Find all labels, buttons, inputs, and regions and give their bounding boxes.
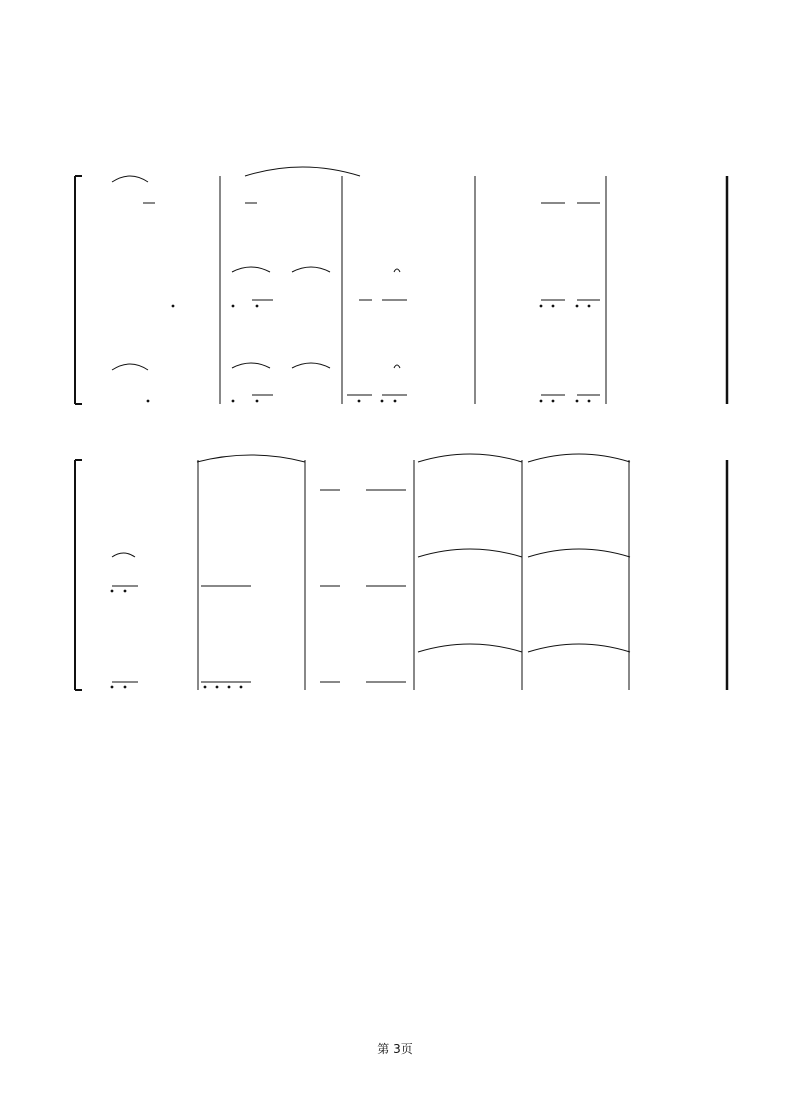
page-number: 第 3页 (377, 1042, 413, 1056)
slur-arc (112, 176, 148, 182)
octave-dot (204, 686, 207, 689)
slur-arc (394, 365, 400, 368)
octave-dot (232, 400, 235, 403)
octave-dot (111, 590, 114, 593)
octave-dot (540, 400, 543, 403)
octave-dot (240, 686, 243, 689)
octave-dot (172, 305, 175, 308)
octave-dot (394, 400, 397, 403)
octave-dot (358, 400, 361, 403)
slur-arc (232, 267, 270, 272)
octave-dot (381, 400, 384, 403)
slur-arc (232, 363, 270, 368)
octave-dot (111, 686, 114, 689)
octave-dot (552, 305, 555, 308)
octave-dot (256, 305, 259, 308)
octave-dot (540, 305, 543, 308)
slur-arc (528, 454, 630, 462)
octave-dot (124, 590, 127, 593)
slur-arc (245, 167, 360, 176)
octave-dot (588, 400, 591, 403)
octave-dot (147, 400, 150, 403)
slur-arc (292, 363, 330, 368)
slur-arc (418, 549, 522, 557)
octave-dot (256, 400, 259, 403)
octave-dot (232, 305, 235, 308)
slur-arc (528, 644, 630, 652)
slur-arc (112, 364, 148, 370)
slur-arc (418, 644, 522, 652)
octave-dot (124, 686, 127, 689)
slur-arc (197, 455, 305, 462)
slur-arc (418, 454, 522, 462)
octave-dot (552, 400, 555, 403)
octave-dot (588, 305, 591, 308)
octave-dot (216, 686, 219, 689)
slur-arc (394, 269, 400, 272)
octave-dot (576, 305, 579, 308)
octave-dot (228, 686, 231, 689)
octave-dot (576, 400, 579, 403)
slur-arc (292, 267, 330, 272)
slur-arc (528, 549, 630, 557)
slur-arc (112, 553, 135, 557)
